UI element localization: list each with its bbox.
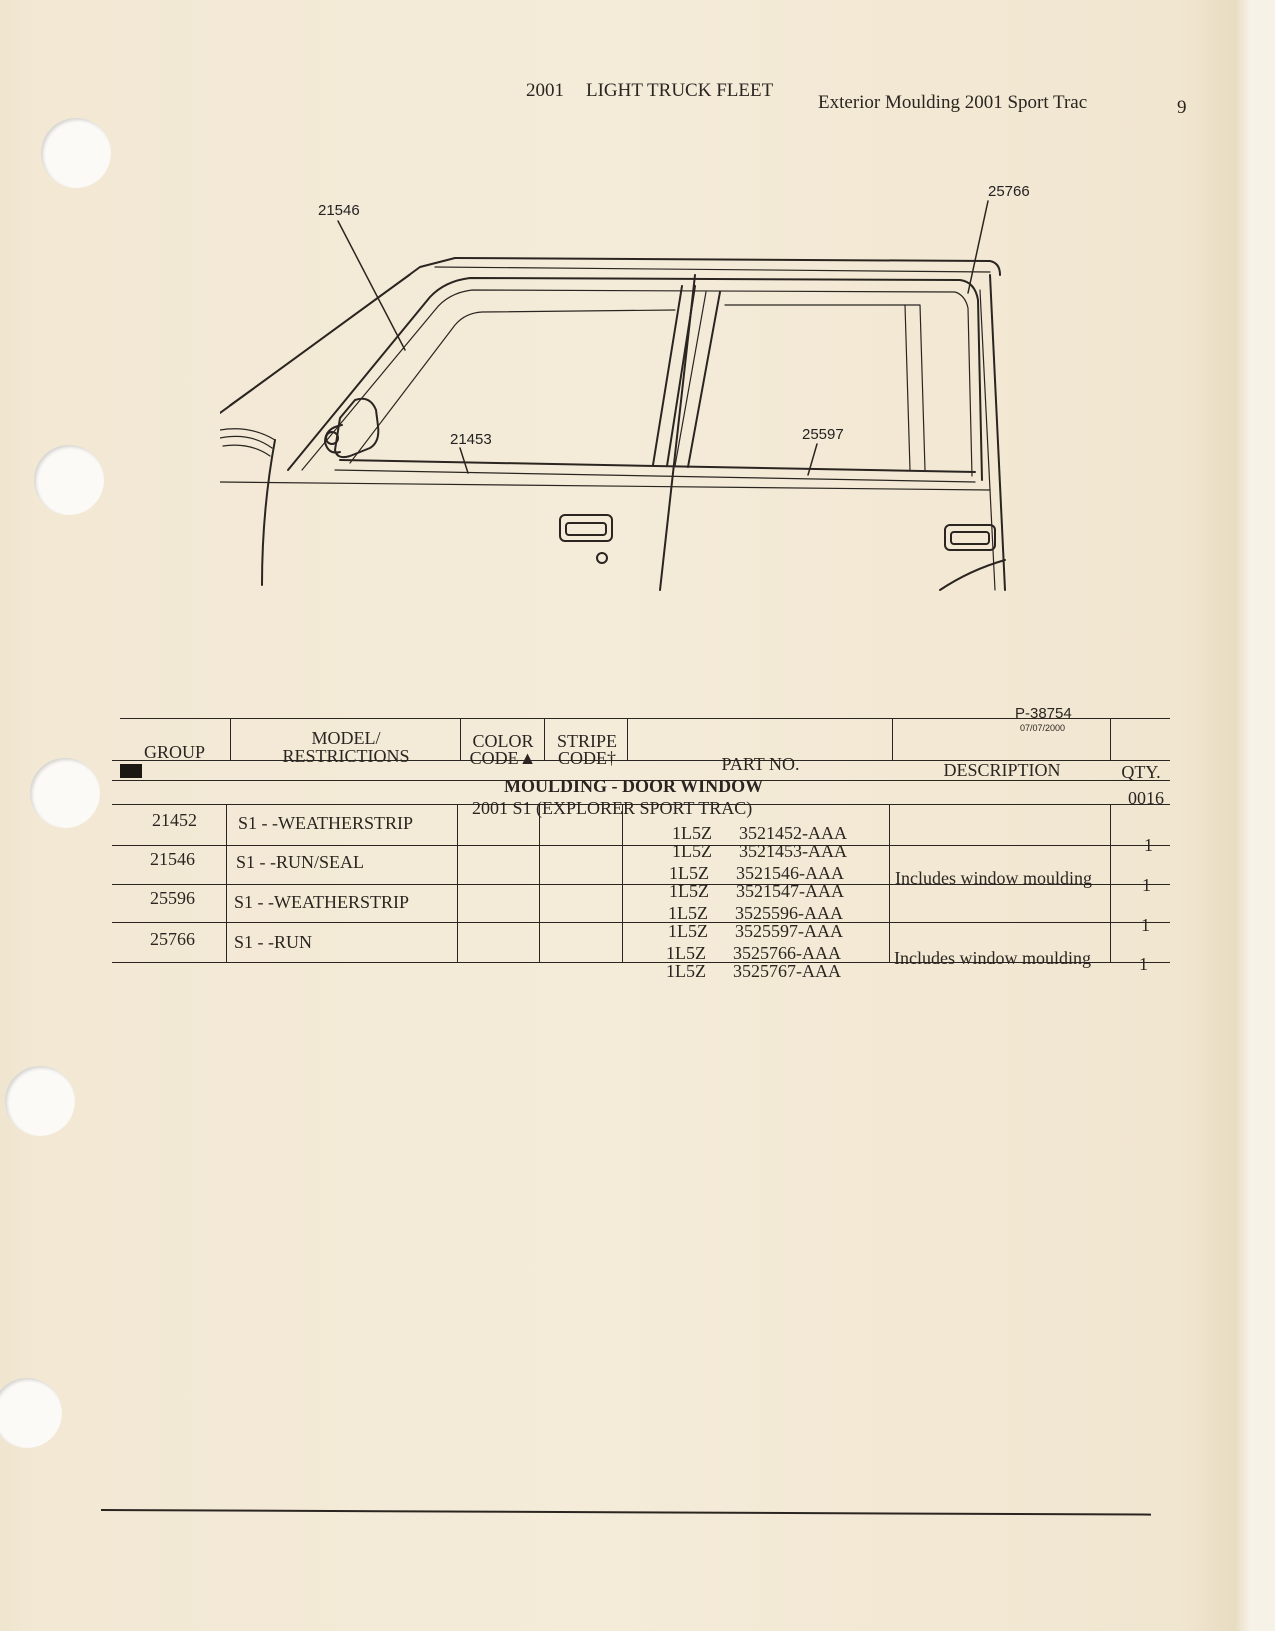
- plate-number: [1015, 707, 1072, 735]
- col-header-model-line1: MODEL/: [311, 728, 381, 748]
- col-header-color-line1: COLOR: [472, 731, 534, 751]
- col-header-stripe-line2: CODE†: [558, 748, 616, 768]
- row-group: 25766: [150, 929, 195, 949]
- row-qty: 1: [1142, 875, 1151, 895]
- header-section: Exterior Moulding 2001 Sport Trac: [818, 92, 1088, 113]
- plate-number-text: P-38754: [1015, 705, 1072, 722]
- binder-hole: [34, 445, 104, 515]
- row-part: 1L5Z 3525767-AAA: [666, 961, 841, 981]
- col-header-color-line2: CODE▲: [469, 748, 537, 768]
- row-qty: 1: [1141, 915, 1150, 935]
- row-qty: 1: [1139, 954, 1148, 974]
- row-part: 1L5Z 3521546-AAA: [669, 863, 844, 883]
- row-part: 1L5Z 3525596-AAA: [668, 903, 843, 923]
- subsection-title: 2001 S1 (EXPLORER SPORT TRAC): [472, 798, 753, 818]
- binder-hole: [0, 1378, 62, 1448]
- page-number: 9: [1177, 97, 1187, 118]
- row-qty: 1: [1144, 835, 1153, 855]
- row-model: S1 - -WEATHERSTRIP: [234, 892, 409, 912]
- col-header-model-line2: RESTRICTIONS: [282, 746, 410, 766]
- callout-label: 25597: [802, 426, 844, 443]
- col-header-group: GROUP: [143, 742, 205, 762]
- col-header-stripe-line1: STRIPE: [556, 731, 617, 751]
- row-description: Includes window moulding: [895, 868, 1092, 888]
- row-group: 21546: [150, 849, 195, 869]
- header-fleet: LIGHT TRUCK FLEET: [586, 80, 774, 101]
- section-title: MOULDING - DOOR WINDOW: [504, 776, 764, 796]
- row-part: 1L5Z 3525766-AAA: [666, 943, 841, 963]
- col-header-description: DESCRIPTION: [943, 760, 1061, 780]
- col-header-qty: QTY.: [1121, 762, 1161, 782]
- footer-rule: [101, 1509, 1151, 1516]
- binder-hole: [41, 118, 111, 188]
- col-header-part-no: PART NO.: [721, 754, 800, 774]
- plate-date: 07/07/2000: [1020, 723, 1066, 733]
- row-description: Includes window moulding: [894, 948, 1091, 968]
- callout-label: 21546: [318, 202, 360, 219]
- section-code: 0016: [1128, 788, 1164, 808]
- callout-label: 21453: [450, 431, 492, 448]
- row-part: 1L5Z 3521452-AAA: [672, 823, 847, 843]
- header-year: 2001: [526, 80, 564, 101]
- row-group: 21452: [152, 810, 197, 830]
- row-model: S1 - -RUN/SEAL: [236, 852, 365, 872]
- binder-hole: [5, 1066, 75, 1136]
- row-part: 1L5Z 3525597-AAA: [668, 921, 843, 941]
- row-group: 25596: [150, 888, 195, 908]
- door-window-diagram: [220, 180, 1040, 600]
- row-model: S1 - -RUN: [234, 932, 313, 952]
- section-marker: [120, 764, 142, 778]
- row-part: 1L5Z 3521547-AAA: [669, 881, 844, 901]
- callout-label: 25766: [988, 183, 1030, 200]
- binder-hole: [30, 758, 100, 828]
- row-model: S1 - -WEATHERSTRIP: [238, 813, 413, 833]
- row-part: 1L5Z 3521453-AAA: [672, 841, 847, 861]
